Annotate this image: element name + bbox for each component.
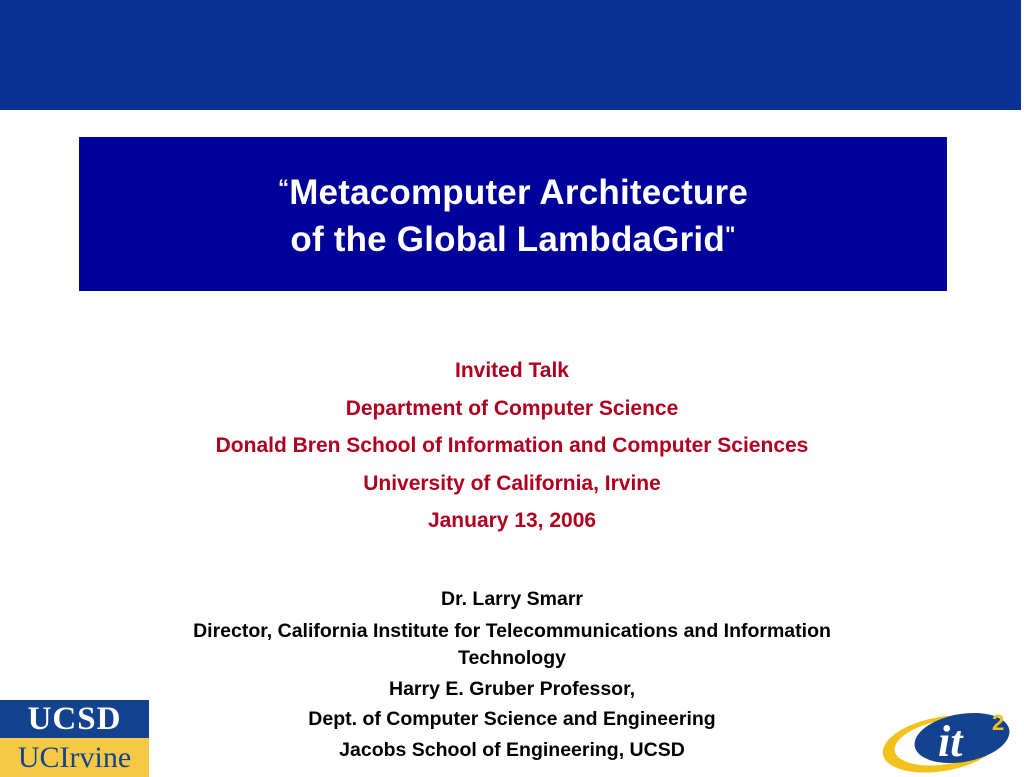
it2-logo (880, 700, 1020, 777)
it2-logo-text: it (938, 717, 963, 766)
speaker-title-4: Jacobs School of Engineering, UCSD (339, 738, 685, 761)
event-university: University of California, Irvine (363, 471, 661, 495)
ucsd-logo: UCSD (0, 700, 149, 738)
ucirvine-logo: UCIrvine (0, 738, 149, 777)
speaker-name: Dr. Larry Smarr (441, 588, 583, 610)
title-line-1: Metacomputer Architecture (289, 173, 748, 212)
title-box (79, 137, 947, 291)
event-date: January 13, 2006 (427, 509, 597, 532)
speaker-title-1: Director, California Institute for Telecommunications and Information Technology (193, 619, 831, 669)
title-close-quote: " (724, 222, 736, 247)
header-band (0, 0, 1021, 110)
it2-logo-superscript: 2 (992, 710, 1005, 735)
slide-title (278, 167, 748, 261)
event-department: Department of Computer Science (345, 396, 679, 420)
event-type: Invited Talk (455, 359, 569, 382)
title-open-quote: “ (277, 175, 290, 200)
event-school: Donald Bren School of Information and Computer Sciences (215, 434, 809, 457)
speaker-title-2: Harry E. Gruber Professor, (388, 677, 636, 700)
event-info (0, 352, 1024, 540)
speaker-info (0, 584, 1024, 765)
title-line-2: of the Global LambdaGrid (290, 220, 725, 259)
speaker-title-3: Dept. of Computer Science and Engineering (308, 708, 716, 730)
